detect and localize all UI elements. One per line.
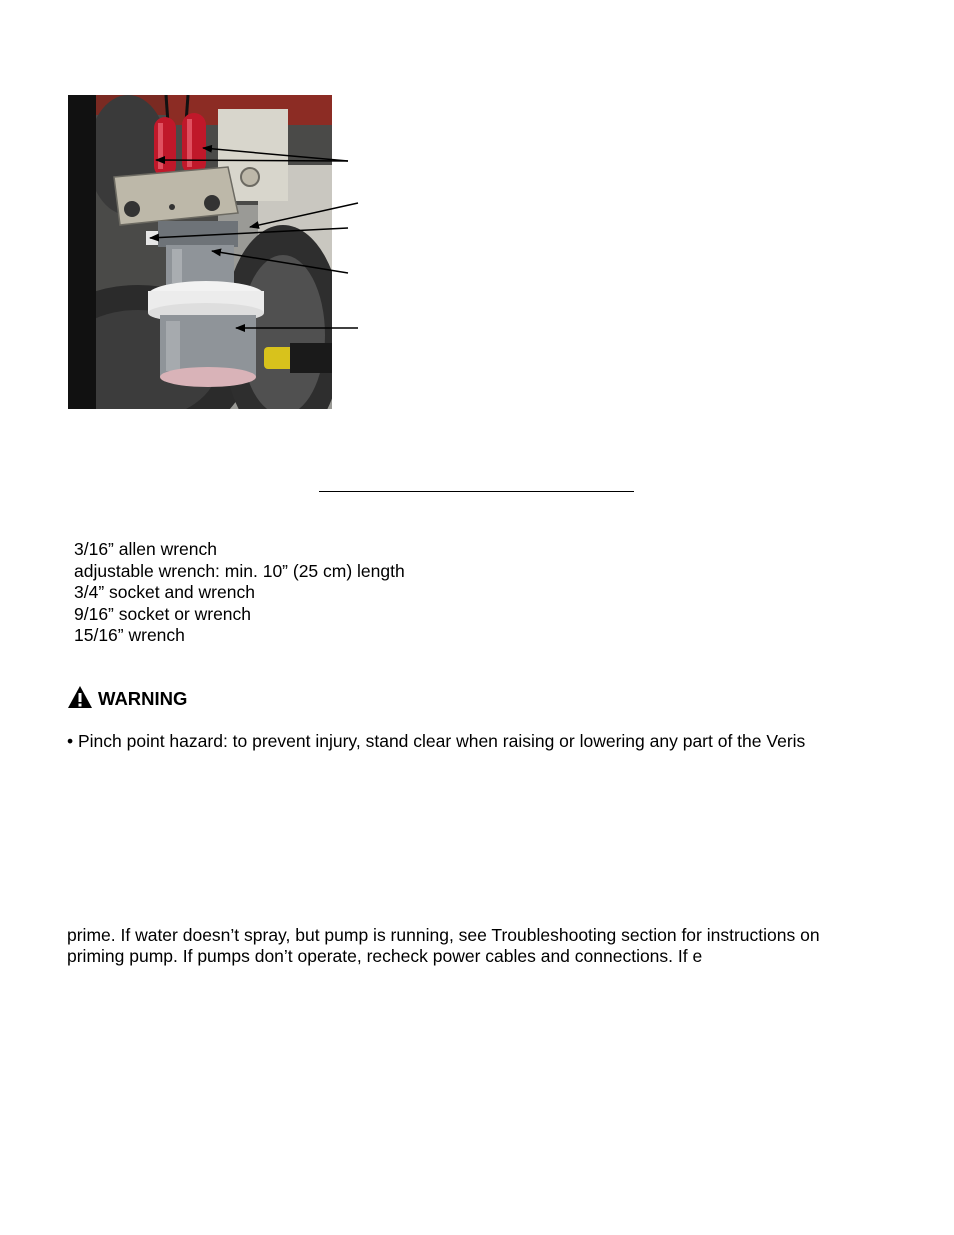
list-item: 9/16” socket or wrench — [74, 603, 252, 624]
list-item: 3/4” socket and wrench — [74, 582, 255, 602]
tools-list — [74, 539, 405, 647]
list-item: adjustable wrench: min. 10” (25 cm) length — [74, 560, 405, 581]
priming-text-line-1: prime. If water doesn’t spray, but pump is running, see Troubleshooting section for instructions on — [67, 925, 820, 945]
pump-assembly-photo — [68, 95, 332, 409]
pinch-point-text: • Pinch point hazard: to prevent injury, stand clear when raising or lowering any part of the Veris — [67, 731, 806, 751]
warning-triangle-icon — [67, 685, 93, 714]
priming-text-line-2: priming pump. If pumps don’t operate, recheck power cables and connections. If e — [67, 946, 703, 966]
pump-assembly-illustration — [68, 95, 332, 409]
section-rule — [319, 491, 634, 492]
warning-label: WARNING — [98, 688, 188, 709]
list-item: 3/16” allen wrench — [74, 539, 217, 559]
warning-heading — [67, 686, 187, 712]
list-item: 15/16” wrench — [74, 625, 185, 645]
